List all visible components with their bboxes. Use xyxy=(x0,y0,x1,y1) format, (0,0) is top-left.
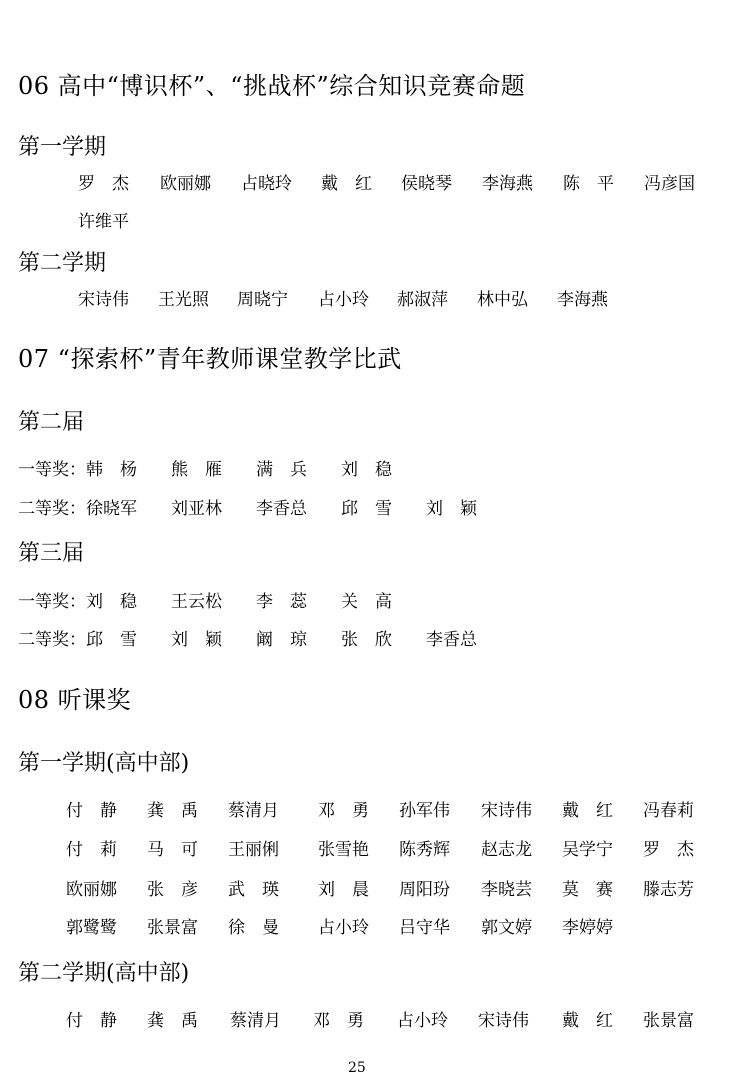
name-entry: 欧丽娜 xyxy=(160,174,211,194)
s07-session3-second-prize: 二等奖：邱 雪 刘 颖 阚 琼 张 欣 李香总 xyxy=(18,630,477,650)
name-entry: 张景富 xyxy=(643,1011,694,1031)
s06-semester2-heading: 第二学期 xyxy=(18,251,107,276)
name-entry: 马 可 xyxy=(147,840,198,860)
name-entry: 付 静 xyxy=(66,801,117,821)
name-entry: 张 彦 xyxy=(147,880,198,900)
name-entry: 占小玲 xyxy=(318,918,369,938)
name-entry: 徐 曼 xyxy=(228,918,279,938)
s08-semester2-heading: 第二学期(高中部) xyxy=(18,961,190,986)
name-entry: 付 莉 xyxy=(66,840,117,860)
name-entry: 冯彦国 xyxy=(644,174,695,194)
name-entry: 郝淑萍 xyxy=(397,290,448,310)
name-entry: 刘 晨 xyxy=(318,880,369,900)
name-entry: 付 静 xyxy=(66,1011,117,1031)
name-entry: 李海燕 xyxy=(482,174,533,194)
s08-semester1-heading: 第一学期(高中部) xyxy=(18,751,190,776)
name-entry: 张雪艳 xyxy=(318,840,369,860)
name-entry: 罗 杰 xyxy=(78,174,129,194)
name-entry: 李婷婷 xyxy=(562,918,613,938)
name-entry: 武 瑛 xyxy=(228,880,279,900)
name-entry: 宋诗伟 xyxy=(481,801,532,821)
page-number: 25 xyxy=(348,1060,366,1076)
s07-session2-heading: 第二届 xyxy=(18,410,85,435)
name-entry: 蔡清月 xyxy=(228,801,279,821)
name-entry: 戴 红 xyxy=(562,1011,613,1031)
name-entry: 陈秀辉 xyxy=(399,840,450,860)
name-entry: 吴学宁 xyxy=(562,840,613,860)
s07-session3-first-prize: 一等奖：刘 稳 王云松 李 蕊 关 高 xyxy=(18,592,392,612)
section-06-title: 06 高中“博识杯”、“挑战杯”综合知识竞赛命题 xyxy=(18,72,526,100)
name-entry: 林中弘 xyxy=(477,290,528,310)
name-entry: 张景富 xyxy=(147,918,198,938)
name-entry: 周晓宁 xyxy=(237,290,288,310)
name-entry: 李晓芸 xyxy=(481,880,532,900)
section-08-title: 08 听课奖 xyxy=(18,686,132,714)
name-entry: 龚 禹 xyxy=(147,1011,198,1031)
name-entry: 许维平 xyxy=(78,212,129,232)
name-entry: 占小玲 xyxy=(397,1011,448,1031)
name-entry: 邓 勇 xyxy=(318,801,369,821)
name-entry: 滕志芳 xyxy=(643,880,694,900)
name-entry: 占晓玲 xyxy=(241,174,292,194)
name-entry: 周阳玢 xyxy=(399,880,450,900)
section-07-title: 07 “探索杯”青年教师课堂教学比武 xyxy=(18,345,402,373)
name-entry: 戴 红 xyxy=(562,801,613,821)
name-entry: 李海燕 xyxy=(557,290,608,310)
name-entry: 陈 平 xyxy=(563,174,614,194)
s07-session3-heading: 第三届 xyxy=(18,541,85,566)
name-entry: 龚 禹 xyxy=(147,801,198,821)
s06-semester1-heading: 第一学期 xyxy=(18,135,107,160)
name-entry: 戴 红 xyxy=(321,174,372,194)
name-entry: 孙军伟 xyxy=(399,801,450,821)
name-entry: 王丽俐 xyxy=(228,840,279,860)
name-entry: 邓 勇 xyxy=(313,1011,364,1031)
name-entry: 罗 杰 xyxy=(643,840,694,860)
s07-session2-first-prize: 一等奖：韩 杨 熊 雁 满 兵 刘 稳 xyxy=(18,460,392,480)
name-entry: 郭文婷 xyxy=(481,918,532,938)
name-entry: 王光照 xyxy=(158,290,209,310)
name-entry: 郭鹭鹭 xyxy=(66,918,117,938)
name-entry: 莫 赛 xyxy=(562,880,613,900)
name-entry: 冯春莉 xyxy=(643,801,694,821)
name-entry: 蔡清月 xyxy=(230,1011,281,1031)
name-entry: 吕守华 xyxy=(399,918,450,938)
name-entry: 侯晓琴 xyxy=(401,174,452,194)
name-entry: 宋诗伟 xyxy=(478,1011,529,1031)
name-entry: 宋诗伟 xyxy=(78,290,129,310)
name-entry: 赵志龙 xyxy=(481,840,532,860)
name-entry: 占小玲 xyxy=(318,290,369,310)
s07-session2-second-prize: 二等奖：徐晓军 刘亚林 李香总 邱 雪 刘 颖 xyxy=(18,499,477,519)
name-entry: 欧丽娜 xyxy=(66,880,117,900)
